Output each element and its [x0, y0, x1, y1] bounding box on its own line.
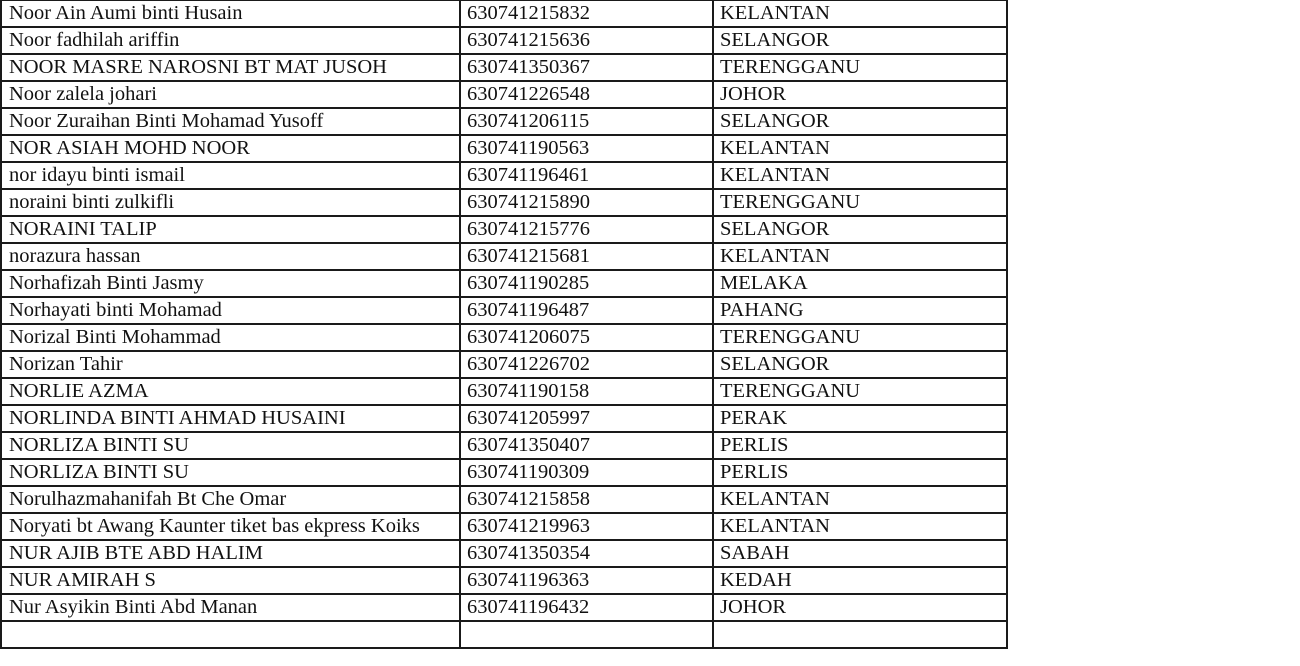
table-row: [1, 135, 1007, 162]
state-cell[interactable]: KELANTAN: [713, 162, 1007, 189]
table-row: [1, 243, 1007, 270]
table-row: [1, 351, 1007, 378]
state-cell[interactable]: PERLIS: [713, 459, 1007, 486]
state-cell[interactable]: JOHOR: [713, 594, 1007, 621]
table-row: [1, 324, 1007, 351]
state-cell[interactable]: PERLIS: [713, 432, 1007, 459]
name-cell[interactable]: NUR AJIB BTE ABD HALIM: [1, 540, 460, 567]
table-row: [1, 270, 1007, 297]
table-row: [1, 189, 1007, 216]
table-row: [1, 108, 1007, 135]
table-row: [1, 216, 1007, 243]
name-cell[interactable]: norazura hassan: [1, 243, 460, 270]
id-number-cell[interactable]: 630741215681: [460, 243, 713, 270]
state-cell[interactable]: SELANGOR: [713, 351, 1007, 378]
name-cell[interactable]: NOR ASIAH MOHD NOOR: [1, 135, 460, 162]
id-number-cell[interactable]: 630741205997: [460, 405, 713, 432]
id-number-cell[interactable]: 630741215832: [460, 0, 713, 27]
name-cell[interactable]: NUR AMIRAH S: [1, 567, 460, 594]
table-row: [1, 0, 1007, 27]
id-number-cell[interactable]: 630741215776: [460, 216, 713, 243]
state-cell[interactable]: TERENGGANU: [713, 54, 1007, 81]
name-cell[interactable]: NORLIZA BINTI SU: [1, 459, 460, 486]
name-cell[interactable]: Nur Asyikin Binti Abd Manan: [1, 594, 460, 621]
state-cell[interactable]: KELANTAN: [713, 513, 1007, 540]
table-row: [1, 81, 1007, 108]
id-number-cell[interactable]: 630741215858: [460, 486, 713, 513]
id-number-cell[interactable]: 630741196461: [460, 162, 713, 189]
table-row: [1, 567, 1007, 594]
name-cell[interactable]: NORLINDA BINTI AHMAD HUSAINI: [1, 405, 460, 432]
id-number-cell[interactable]: 630741190309: [460, 459, 713, 486]
state-cell[interactable]: KELANTAN: [713, 243, 1007, 270]
state-cell[interactable]: KELANTAN: [713, 135, 1007, 162]
name-cell[interactable]: NORLIE AZMA: [1, 378, 460, 405]
table-row: [1, 297, 1007, 324]
state-cell[interactable]: SABAH: [713, 540, 1007, 567]
table-row: [1, 486, 1007, 513]
id-number-cell[interactable]: 630741215890: [460, 189, 713, 216]
id-number-cell[interactable]: 630741215636: [460, 27, 713, 54]
name-cell[interactable]: Norulhazmahanifah Bt Che Omar: [1, 486, 460, 513]
name-cell[interactable]: Noor Ain Aumi binti Husain: [1, 0, 460, 27]
table-row: [1, 459, 1007, 486]
id-number-cell[interactable]: 630741219963: [460, 513, 713, 540]
state-cell[interactable]: SELANGOR: [713, 216, 1007, 243]
state-cell[interactable]: TERENGGANU: [713, 324, 1007, 351]
state-cell[interactable]: TERENGGANU: [713, 189, 1007, 216]
name-cell[interactable]: Noor fadhilah ariffin: [1, 27, 460, 54]
id-number-cell[interactable]: [460, 621, 713, 648]
name-cell[interactable]: Norizal Binti Mohammad: [1, 324, 460, 351]
id-number-cell[interactable]: 630741190158: [460, 378, 713, 405]
state-cell[interactable]: PAHANG: [713, 297, 1007, 324]
id-number-cell[interactable]: 630741350354: [460, 540, 713, 567]
name-cell[interactable]: [1, 621, 460, 648]
id-number-cell[interactable]: 630741226702: [460, 351, 713, 378]
id-number-cell[interactable]: 630741350407: [460, 432, 713, 459]
name-cell[interactable]: Norhayati binti Mohamad: [1, 297, 460, 324]
state-cell[interactable]: KELANTAN: [713, 486, 1007, 513]
id-number-cell[interactable]: 630741226548: [460, 81, 713, 108]
id-number-cell[interactable]: 630741190285: [460, 270, 713, 297]
table-row: [1, 621, 1007, 648]
state-cell[interactable]: PERAK: [713, 405, 1007, 432]
name-cell[interactable]: NORAINI TALIP: [1, 216, 460, 243]
name-cell[interactable]: NORLIZA BINTI SU: [1, 432, 460, 459]
state-cell[interactable]: JOHOR: [713, 81, 1007, 108]
id-number-cell[interactable]: 630741196363: [460, 567, 713, 594]
id-number-cell[interactable]: 630741206115: [460, 108, 713, 135]
table-row: [1, 594, 1007, 621]
name-cell[interactable]: Norhafizah Binti Jasmy: [1, 270, 460, 297]
table-row: [1, 405, 1007, 432]
state-cell[interactable]: SELANGOR: [713, 108, 1007, 135]
table-body: [1, 0, 1007, 648]
state-cell[interactable]: SELANGOR: [713, 27, 1007, 54]
table-row: [1, 378, 1007, 405]
state-cell[interactable]: KELANTAN: [713, 0, 1007, 27]
table-row: [1, 432, 1007, 459]
id-number-cell[interactable]: 630741196487: [460, 297, 713, 324]
state-cell[interactable]: MELAKA: [713, 270, 1007, 297]
id-number-cell[interactable]: 630741206075: [460, 324, 713, 351]
state-cell[interactable]: [713, 621, 1007, 648]
table-row: [1, 162, 1007, 189]
name-cell[interactable]: NOOR MASRE NAROSNI BT MAT JUSOH: [1, 54, 460, 81]
table-row: [1, 27, 1007, 54]
name-cell[interactable]: Noryati bt Awang Kaunter tiket bas ekpress Koiks: [1, 513, 460, 540]
table-row: [1, 54, 1007, 81]
state-cell[interactable]: TERENGGANU: [713, 378, 1007, 405]
table-row: [1, 513, 1007, 540]
name-cell[interactable]: Norizan Tahir: [1, 351, 460, 378]
name-cell[interactable]: nor idayu binti ismail: [1, 162, 460, 189]
id-number-cell[interactable]: 630741196432: [460, 594, 713, 621]
name-cell[interactable]: Noor Zuraihan Binti Mohamad Yusoff: [1, 108, 460, 135]
id-number-cell[interactable]: 630741350367: [460, 54, 713, 81]
id-number-cell[interactable]: 630741190563: [460, 135, 713, 162]
table-row: [1, 540, 1007, 567]
state-cell[interactable]: KEDAH: [713, 567, 1007, 594]
name-cell[interactable]: noraini binti zulkifli: [1, 189, 460, 216]
name-cell[interactable]: Noor zalela johari: [1, 81, 460, 108]
